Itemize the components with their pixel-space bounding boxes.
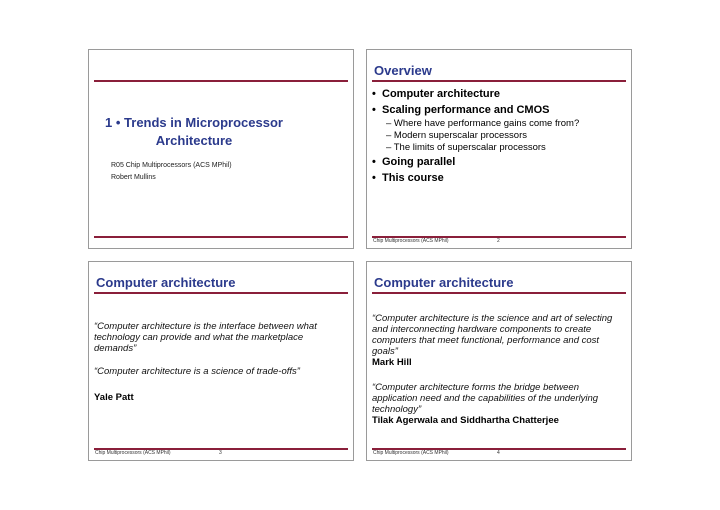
bullet-item: • Scaling performance and CMOS	[372, 104, 550, 116]
sub-bullet-item: – Where have performance gains come from?	[386, 118, 580, 129]
page-number: 4	[497, 450, 500, 456]
page-number: 3	[219, 450, 222, 456]
author-name: Robert Mullins	[111, 174, 156, 181]
sub-bullet-item: – The limits of superscalar processors	[386, 142, 546, 153]
page-number: 2	[497, 238, 500, 244]
course-name: R05 Chip Multiprocessors (ACS MPhil)	[111, 162, 232, 169]
slide-footer	[373, 238, 625, 244]
top-rule	[94, 292, 348, 294]
slide-title: Computer architecture	[374, 275, 514, 290]
slide-title: Overview	[374, 63, 432, 78]
slide-3	[88, 261, 354, 461]
footer-text: Chip Multiprocessors (ACS MPhil)	[373, 450, 449, 456]
quote-author: Tilak Agerwala and Siddhartha Chatterjee	[372, 415, 559, 426]
footer-text: Chip Multiprocessors (ACS MPhil)	[95, 450, 171, 456]
footer-text: Chip Multiprocessors (ACS MPhil)	[373, 238, 449, 244]
slide-footer	[95, 450, 347, 456]
quote: “Computer architecture forms the bridge between application need and the capabilities of the underlying technology”	[372, 382, 599, 415]
slide-footer	[373, 450, 625, 456]
bottom-rule	[94, 236, 348, 238]
slide-title: Computer architecture	[96, 275, 236, 290]
quote-author: Mark Hill	[372, 357, 412, 368]
slide-2	[366, 49, 632, 249]
top-rule	[372, 80, 626, 82]
quote: “Computer architecture is the science and art of selecting and interconnecting hardware components to create computers that meet functional, performance and cost goals”	[372, 313, 613, 357]
quote: “Computer architecture is a science of trade-offs”	[94, 366, 300, 377]
quote-author: Yale Patt	[94, 392, 134, 403]
bullet-item: • Computer architecture	[372, 88, 500, 100]
top-rule	[372, 292, 626, 294]
bullet-item: • Going parallel	[372, 156, 456, 168]
slide-1	[88, 49, 354, 249]
slide-4	[366, 261, 632, 461]
slide-title	[99, 114, 289, 150]
top-rule	[94, 80, 348, 82]
sub-bullet-item: – Modern superscalar processors	[386, 130, 527, 141]
title-line-1: 1 • Trends in Microprocessor	[105, 115, 283, 130]
quote: “Computer architecture is the interface between what technology can provide and what the marketplace demands”	[94, 321, 317, 354]
title-line-2: Architecture	[155, 133, 233, 148]
bullet-item: • This course	[372, 172, 444, 184]
bullet-list	[372, 86, 579, 186]
